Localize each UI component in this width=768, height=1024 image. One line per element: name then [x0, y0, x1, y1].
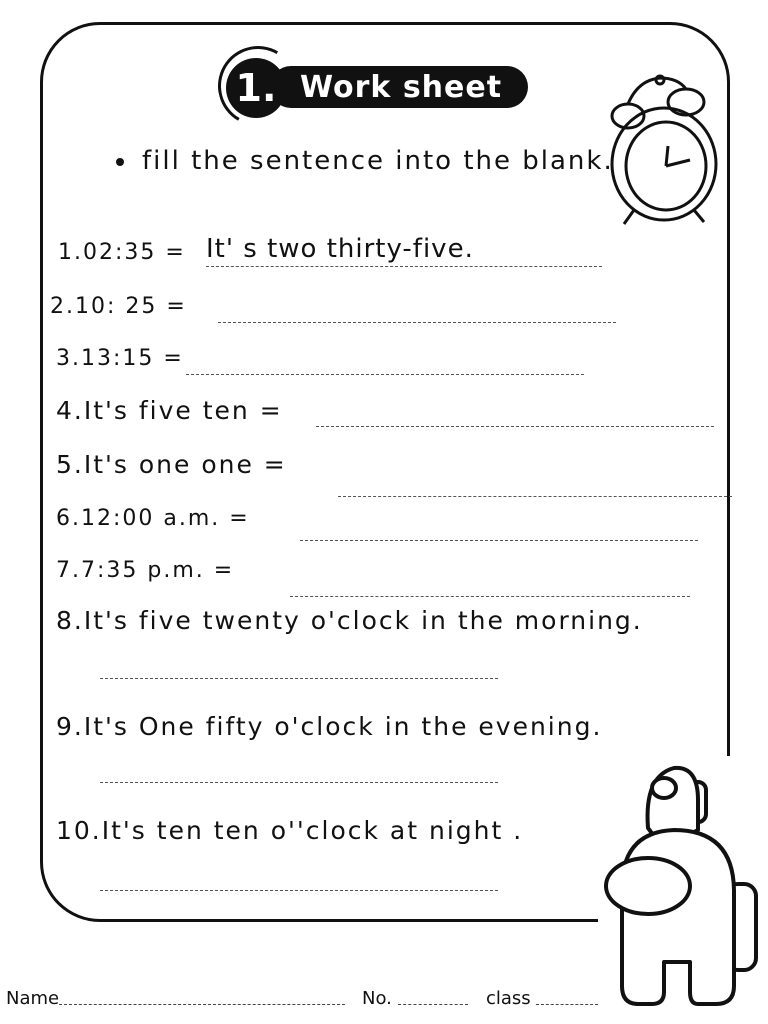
- answer-blank-4[interactable]: [316, 426, 714, 427]
- alarm-clock-icon: [598, 72, 720, 230]
- question-5: 5.It's one one =: [56, 450, 287, 479]
- name-label: Name: [6, 988, 60, 1009]
- bullet-icon: [116, 158, 124, 166]
- answer-blank-10[interactable]: [100, 890, 498, 891]
- answer-blank-2[interactable]: [218, 322, 616, 323]
- answer-blank-7[interactable]: [290, 596, 690, 597]
- question-7: 7.7:35 p.m. =: [56, 558, 235, 583]
- class-field: [486, 988, 598, 1009]
- number-blank[interactable]: [398, 1004, 468, 1005]
- question-6: 6.12:00 a.m. =: [56, 506, 250, 531]
- answer-blank-1[interactable]: [206, 266, 602, 267]
- class-blank[interactable]: [536, 1004, 598, 1005]
- answer-blank-8[interactable]: [100, 678, 498, 679]
- title-label: Work sheet: [270, 66, 528, 108]
- number-field: [362, 988, 468, 1009]
- name-field: [6, 988, 345, 1009]
- crewmate-character-icon: [598, 756, 762, 1010]
- class-label: class: [486, 988, 531, 1009]
- question-8: 8.It's five twenty o'clock in the morning.: [56, 606, 643, 635]
- question-2: 2.10: 25 =: [50, 294, 187, 319]
- answer-blank-9[interactable]: [100, 782, 498, 783]
- answer-1: It' s two thirty-five.: [206, 234, 474, 264]
- instruction-label: fill the sentence into the blank.: [142, 146, 614, 176]
- instruction-text: [116, 146, 614, 176]
- question-1: 1.02:35 =: [58, 240, 186, 265]
- number-label: No.: [362, 988, 392, 1009]
- question-10: 10.It's ten ten o''clock at night .: [56, 816, 524, 845]
- title-number-badge: 1.: [226, 58, 286, 118]
- name-blank[interactable]: [59, 1004, 345, 1005]
- question-9: 9.It's One fifty o'clock in the evening.: [56, 712, 603, 741]
- question-4: 4.It's five ten =: [56, 396, 283, 425]
- answer-blank-6[interactable]: [300, 540, 698, 541]
- answer-blank-5[interactable]: [338, 496, 732, 497]
- question-3: 3.13:15 =: [56, 346, 184, 371]
- answer-blank-3[interactable]: [186, 374, 584, 375]
- worksheet-title: [226, 58, 536, 118]
